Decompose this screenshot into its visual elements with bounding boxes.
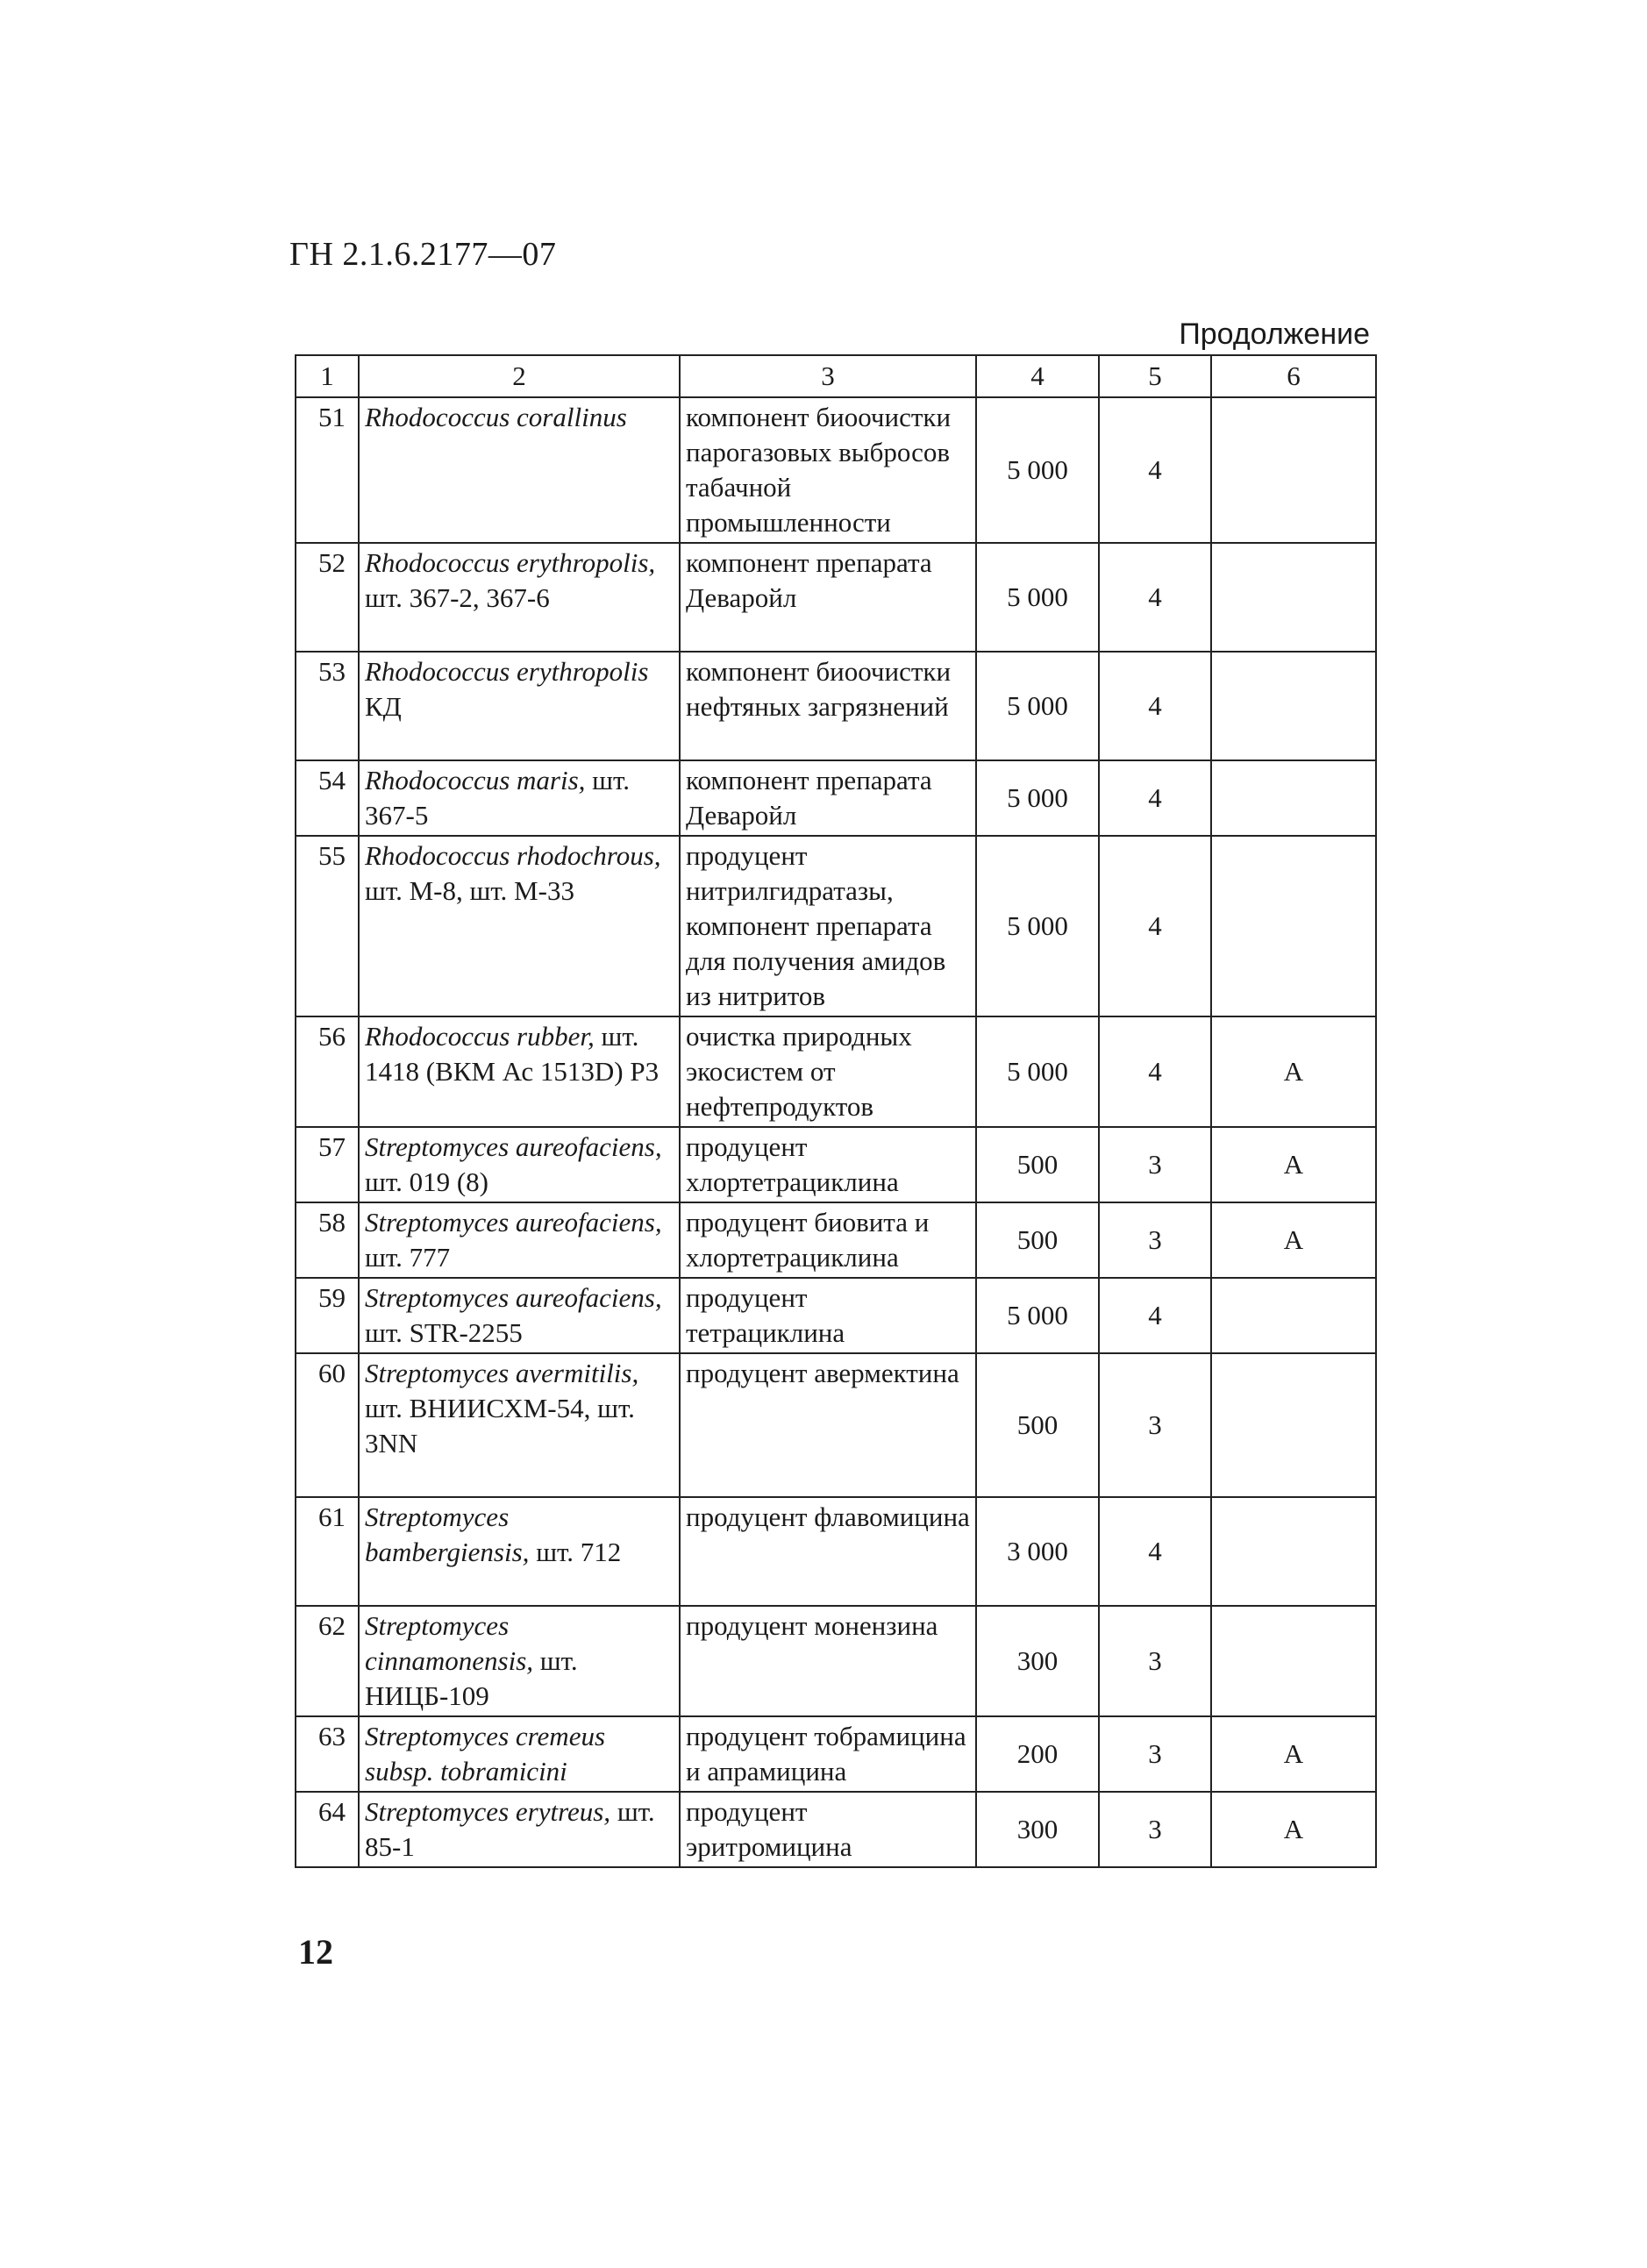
organism-name: Streptomyces cremeus subsp. tobramicini [365,1721,606,1787]
strain-designation: шт. 85-1 [365,1796,655,1862]
table-row [296,1606,1376,1716]
purpose-cell: продуцент монензина [680,1606,976,1716]
strain-designation: шт. НИЦБ-109 [365,1645,578,1711]
purpose-cell: компонент препарата Деваройл [680,760,976,836]
row-number: 51 [296,397,359,543]
row-number: 53 [296,652,359,760]
organism-name-cell [359,760,680,836]
strain-designation: шт. 777 [365,1242,451,1273]
purpose-cell: продуцент тобрамицина и апрамицина [680,1716,976,1792]
table-row [296,543,1376,652]
mark-cell [1211,836,1376,1016]
mark-cell: А [1211,1127,1376,1202]
row-number: 64 [296,1792,359,1867]
mark-cell: А [1211,1716,1376,1792]
table-row [296,1716,1376,1792]
strain-designation: шт. 019 (8) [365,1166,488,1197]
purpose-cell: продуцент хлортетрациклина [680,1127,976,1202]
organism-name-cell [359,1606,680,1716]
organism-name: Streptomyces cinnamonensis, [365,1610,534,1676]
purpose-cell: очистка природных экосистем от нефтепродуктов [680,1016,976,1127]
class-cell: 3 [1099,1792,1211,1867]
organism-name-cell [359,1353,680,1497]
mark-cell: А [1211,1792,1376,1867]
class-cell: 3 [1099,1353,1211,1497]
value-cell: 5 000 [976,836,1099,1016]
organism-name: Rhodococcus rubber, [365,1021,595,1052]
organism-name-cell [359,836,680,1016]
table-row [296,1016,1376,1127]
class-cell: 4 [1099,836,1211,1016]
table-row [296,760,1376,836]
organism-name-cell [359,652,680,760]
organism-name-cell [359,1792,680,1867]
table-row [296,1353,1376,1497]
organism-name: Rhodococcus rhodochrous, [365,840,661,871]
value-cell: 300 [976,1792,1099,1867]
purpose-cell: компонент биоочистки нефтяных загрязнений [680,652,976,760]
organism-name-cell [359,1497,680,1606]
organism-name: Streptomyces bambergiensis, [365,1501,530,1567]
organism-name: Streptomyces avermitilis, [365,1358,639,1388]
organism-name-cell [359,1016,680,1127]
strain-designation: шт. 367-2, 367-6 [365,582,550,613]
organism-name-cell [359,1202,680,1278]
mark-cell [1211,1606,1376,1716]
purpose-cell: продуцент тетрациклина [680,1278,976,1353]
organism-name: Streptomyces aureofaciens, [365,1282,662,1313]
table-row [296,1497,1376,1606]
row-number: 59 [296,1278,359,1353]
row-number: 60 [296,1353,359,1497]
value-cell: 500 [976,1353,1099,1497]
column-number: 1 [296,355,359,397]
organism-name-cell [359,397,680,543]
mark-cell: А [1211,1202,1376,1278]
organism-name-cell [359,543,680,652]
organisms-table [295,354,1377,1868]
strain-designation: шт. М-8, шт. М-33 [365,875,574,906]
organism-name: Streptomyces aureofaciens, [365,1207,662,1237]
organism-name: Rhodococcus erythropolis, [365,547,656,578]
class-cell: 4 [1099,1278,1211,1353]
class-cell: 4 [1099,1497,1211,1606]
row-number: 55 [296,836,359,1016]
value-cell: 200 [976,1716,1099,1792]
mark-cell [1211,1278,1376,1353]
class-cell: 3 [1099,1716,1211,1792]
table-row [296,1792,1376,1867]
value-cell: 5 000 [976,1016,1099,1127]
row-number: 61 [296,1497,359,1606]
table-row [296,652,1376,760]
class-cell: 4 [1099,1016,1211,1127]
organism-name-cell [359,1278,680,1353]
column-number-row [296,355,1376,397]
row-number: 54 [296,760,359,836]
row-number: 56 [296,1016,359,1127]
organism-name: Streptomyces erytreus, [365,1796,611,1827]
mark-cell [1211,1353,1376,1497]
value-cell: 5 000 [976,652,1099,760]
column-number: 4 [976,355,1099,397]
organism-name: Streptomyces aureofaciens, [365,1131,662,1162]
table-row [296,397,1376,543]
purpose-cell: компонент препарата Деваройл [680,543,976,652]
strain-designation: шт. STR-2255 [365,1317,523,1348]
row-number: 52 [296,543,359,652]
mark-cell [1211,760,1376,836]
table-row [296,836,1376,1016]
class-cell: 4 [1099,397,1211,543]
organism-name: Rhodococcus maris, [365,765,586,795]
document-code: ГН 2.1.6.2177—07 [289,236,557,273]
row-number: 63 [296,1716,359,1792]
purpose-cell: продуцент флавомицина [680,1497,976,1606]
mark-cell [1211,397,1376,543]
table-row [296,1127,1376,1202]
class-cell: 3 [1099,1606,1211,1716]
mark-cell [1211,1497,1376,1606]
row-number: 58 [296,1202,359,1278]
value-cell: 3 000 [976,1497,1099,1606]
value-cell: 5 000 [976,543,1099,652]
value-cell: 500 [976,1127,1099,1202]
class-cell: 3 [1099,1127,1211,1202]
purpose-cell: продуцент нитрилгидратазы, компонент препарата для получения амидов из нитритов [680,836,976,1016]
row-number: 62 [296,1606,359,1716]
value-cell: 5 000 [976,760,1099,836]
row-number: 57 [296,1127,359,1202]
column-number: 3 [680,355,976,397]
strain-designation: шт. ВНИИСХМ-54, шт. 3NN [365,1393,635,1459]
purpose-cell: компонент биоочистки парогазовых выбросов табачной промышленности [680,397,976,543]
purpose-cell: продуцент авермектина [680,1353,976,1497]
mark-cell: А [1211,1016,1376,1127]
mark-cell [1211,652,1376,760]
strain-designation: КД [365,691,402,722]
class-cell: 4 [1099,760,1211,836]
organism-name: Rhodococcus corallinus [365,402,627,432]
class-cell: 4 [1099,543,1211,652]
continuation-label: Продолжение [1179,317,1370,351]
page-number: 12 [298,1932,333,1972]
table-row [296,1278,1376,1353]
class-cell: 4 [1099,652,1211,760]
column-number: 2 [359,355,680,397]
strain-designation: шт. 712 [536,1537,622,1567]
organism-name-cell [359,1127,680,1202]
organism-name-cell [359,1716,680,1792]
organism-name: Rhodococcus erythropolis [365,656,649,687]
table-row [296,1202,1376,1278]
column-number: 5 [1099,355,1211,397]
column-number: 6 [1211,355,1376,397]
value-cell: 500 [976,1202,1099,1278]
purpose-cell: продуцент эритромицина [680,1792,976,1867]
value-cell: 5 000 [976,1278,1099,1353]
class-cell: 3 [1099,1202,1211,1278]
strain-designation: шт. 1418 (ВКМ Ас 1513D) Р3 [365,1021,660,1087]
value-cell: 300 [976,1606,1099,1716]
value-cell: 5 000 [976,397,1099,543]
strain-designation: шт. 367-5 [365,765,630,831]
purpose-cell: продуцент биовита и хлортетрациклина [680,1202,976,1278]
mark-cell [1211,543,1376,652]
